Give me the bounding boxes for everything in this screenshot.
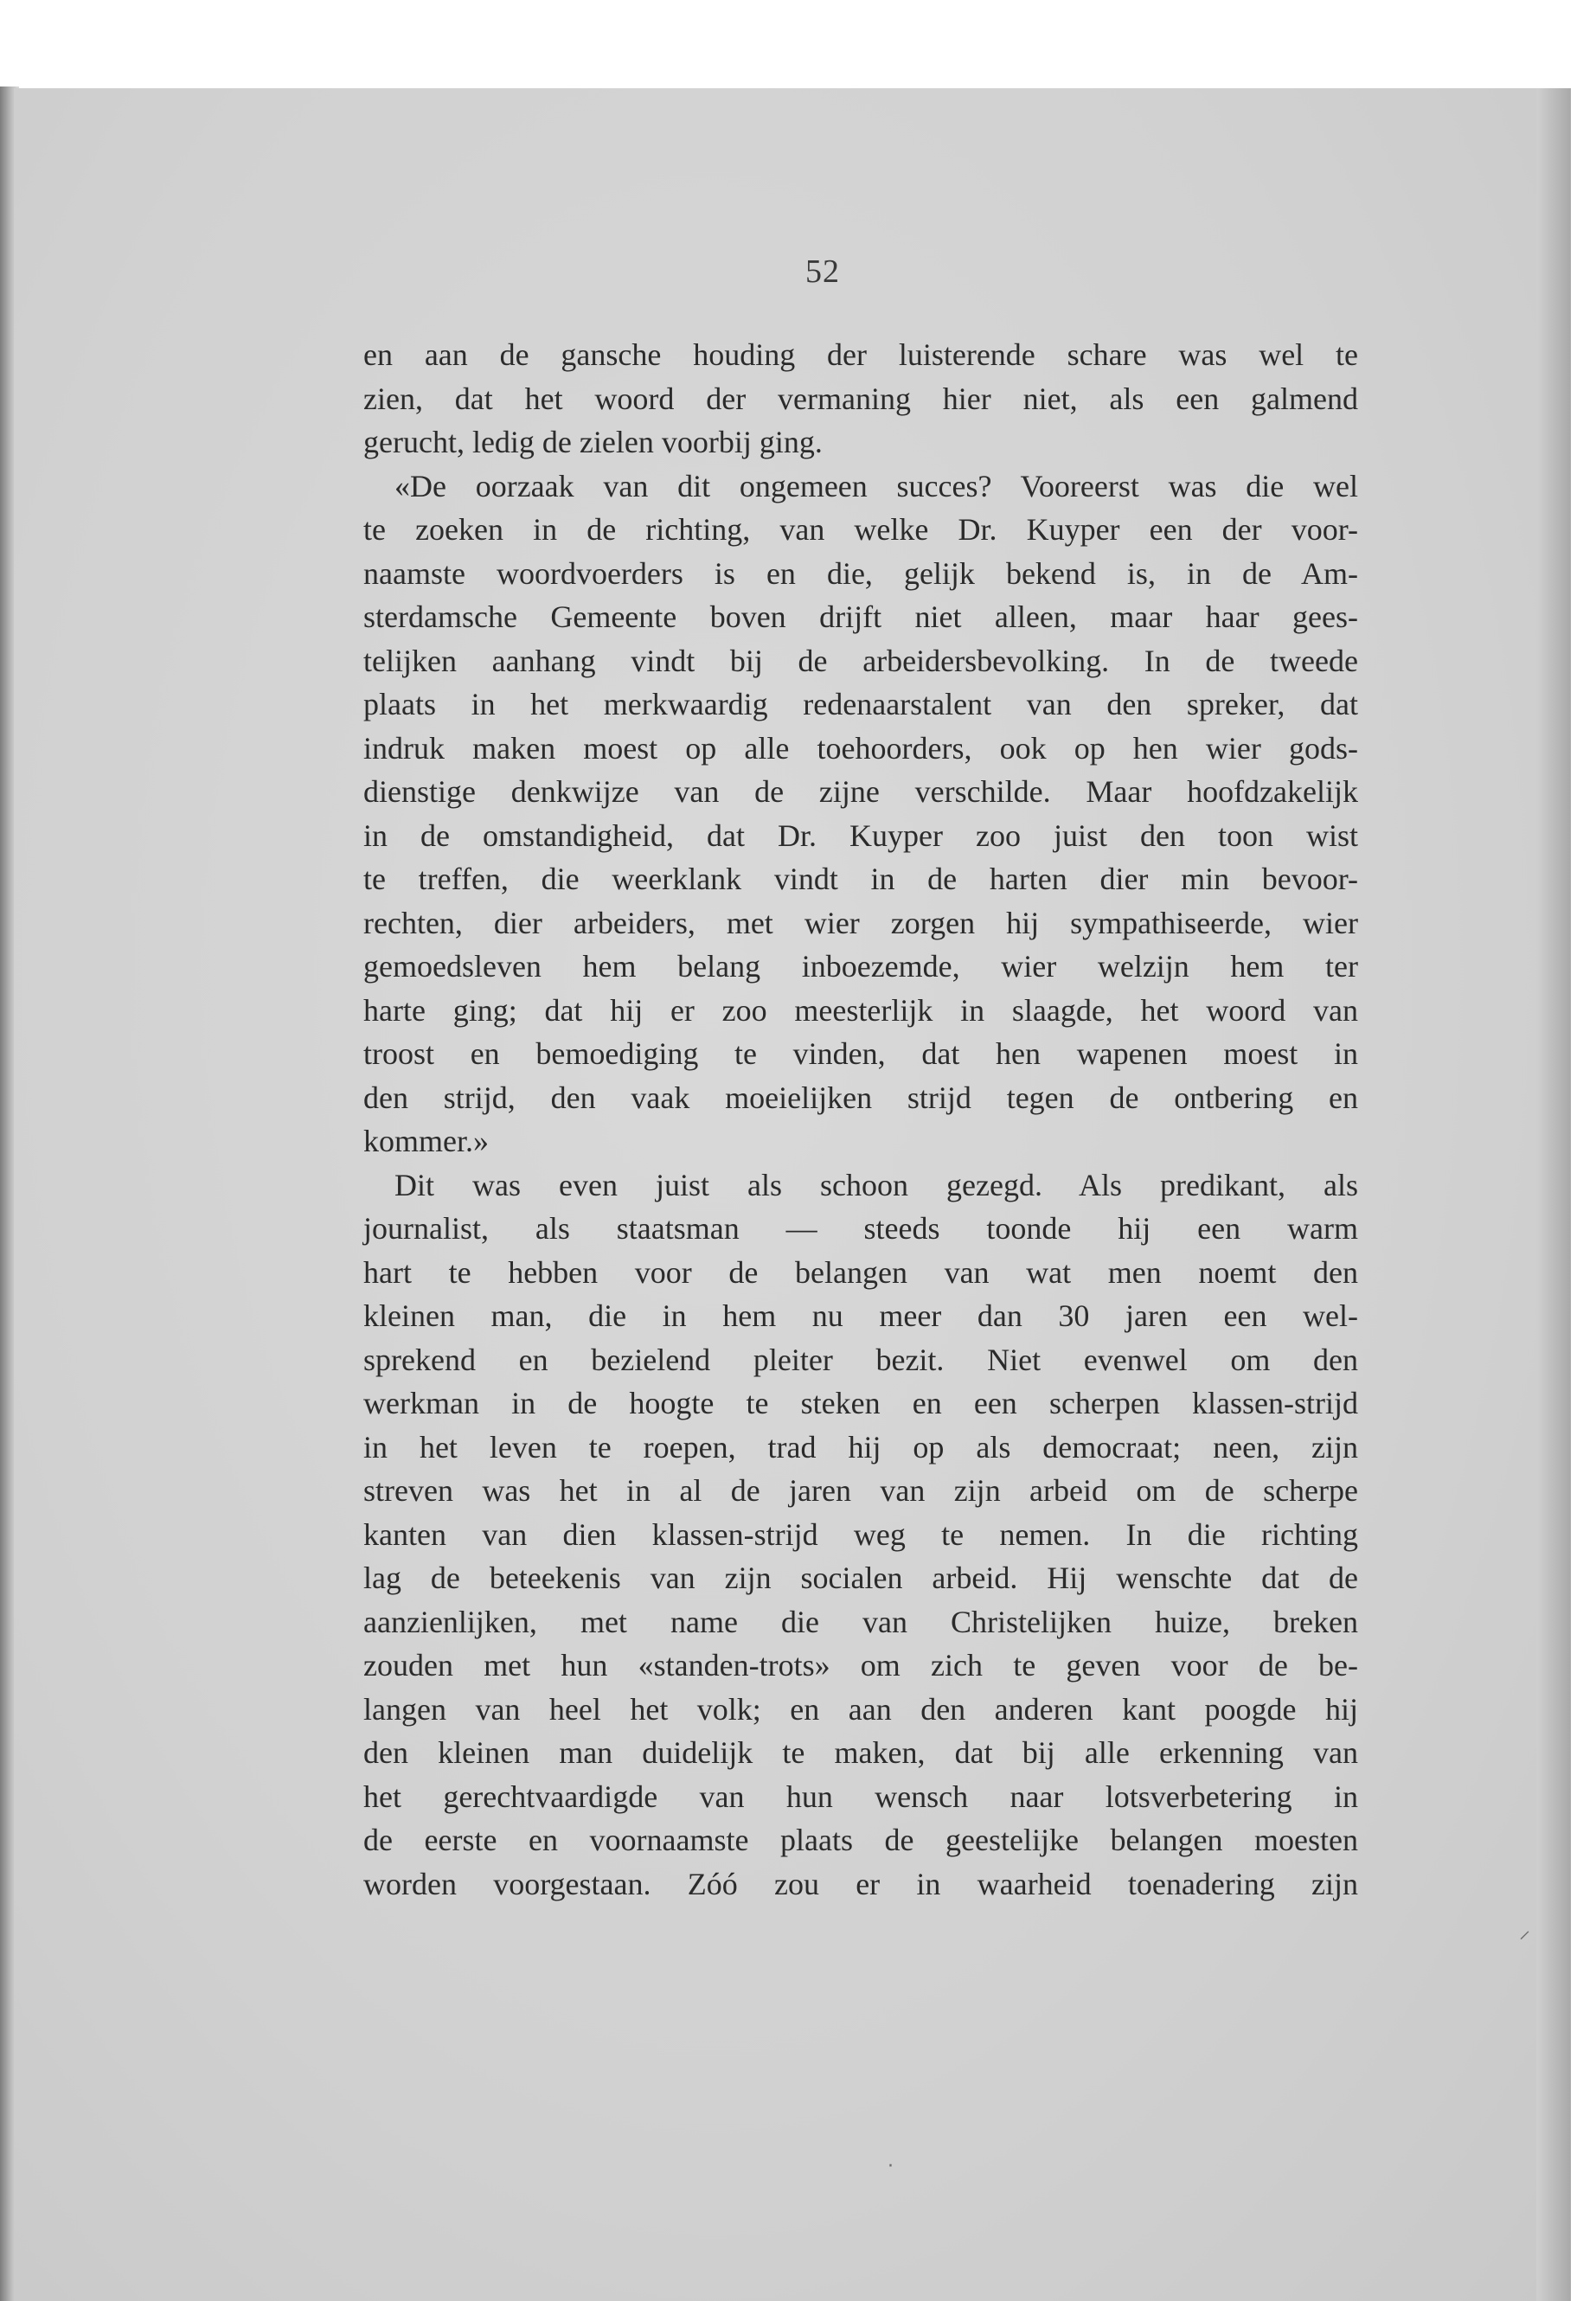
text-line: de eerste en voornaamste plaats de geestelijke belangen moesten (363, 1823, 1358, 1857)
text-line: telijken aanhang vindt bij de arbeidersbevolking. In de tweede (363, 643, 1358, 678)
text-line: plaats in het merkwaardig redenaarstalent van den spreker, dat (363, 687, 1358, 721)
text-line: lag de beteekenis van zijn socialen arbeid. Hij wenschte dat de (363, 1561, 1358, 1595)
text-line: troost en bemoediging te vinden, dat hen wapenen moest in (363, 1036, 1358, 1071)
text-line: gerucht, ledig de zielen voorbij ging. (363, 425, 823, 459)
text-line: te treffen, die weerklank vindt in de harten dier min bevoor- (363, 862, 1358, 896)
text-line: worden voorgestaan. Zóó zou er in waarheid toenadering zijn (363, 1866, 1358, 1901)
text-line: gemoedsleven hem belang inboezemde, wier welzijn hem ter (363, 949, 1358, 984)
scan-speck: · (888, 2156, 894, 2177)
text-line: streven was het in al de jaren van zijn arbeid om de scherpe (363, 1473, 1358, 1508)
text-line: in het leven te roepen, trad hij op als democraat; neen, zijn (363, 1429, 1358, 1465)
text-line: zouden met hun «standen-trots» om zich te geven voor de be- (363, 1648, 1358, 1682)
text-line: het gerechtvaardigde van hun wensch naar lotsverbetering in (363, 1779, 1358, 1814)
scan-speck: ⸝ (1519, 1918, 1531, 1944)
text-line: naamste woordvoerders is en die, gelijk bekend is, in de Am- (363, 555, 1358, 591)
text-line: en aan de gansche houding der luisterende schare was wel te (363, 337, 1358, 372)
text-line: kommer.» (363, 1124, 489, 1158)
text-line: werkman in de hoogte te steken en een scherpen klassen-strijd (363, 1386, 1358, 1420)
text-line: Dit was even juist als schoon gezegd. Als predikant, als (394, 1167, 1358, 1202)
body-text (363, 333, 1358, 1906)
text-line: sprekend en bezielend pleiter bezit. Niet evenwel om den (363, 1342, 1358, 1377)
page-number: 52 (805, 253, 840, 290)
text-line: journalist, als staatsman — steeds toonde hij een warm (363, 1211, 1358, 1246)
text-line: zien, dat het woord der vermaning hier niet, als een galmend (363, 381, 1358, 416)
page-right-edge (1536, 88, 1571, 2301)
book-page (14, 88, 1571, 2301)
text-line: in de omstandigheid, dat Dr. Kuyper zoo juist den toon wist (363, 817, 1358, 853)
text-line: sterdamsche Gemeente boven drijft niet alleen, maar haar gees- (363, 599, 1358, 634)
text-line: langen van heel het volk; en aan den anderen kant poogde hij (363, 1691, 1358, 1727)
text-line: rechten, dier arbeiders, met wier zorgen hij sympathiseerde, wier (363, 905, 1358, 940)
text-line: kanten van dien klassen-strijd weg te nemen. In die richting (363, 1516, 1358, 1552)
text-line: aanzienlijken, met name die van Christelijken huize, breken (363, 1604, 1358, 1639)
text-line: den kleinen man duidelijk te maken, dat bij alle erkenning van (363, 1735, 1358, 1770)
text-line: «De oorzaak van dit ongemeen succes? Vooreerst was die wel (394, 468, 1358, 503)
text-line: hart te hebben voor de belangen van wat men noemt den (363, 1254, 1358, 1290)
text-line: den strijd, den vaak moeielijken strijd tegen de ontbering en (363, 1080, 1358, 1115)
text-line: te zoeken in de richting, van welke Dr. Kuyper een der voor- (363, 512, 1358, 547)
text-line: dienstige denkwijze van de zijne verschilde. Maar hoofdzakelijk (363, 774, 1358, 809)
text-line: kleinen man, die in hem nu meer dan 30 jaren een wel- (363, 1298, 1358, 1333)
text-line: harte ging; dat hij er zoo meesterlijk in slaagde, het woord van (363, 992, 1358, 1028)
text-line: indruk maken moest op alle toehoorders, ook op hen wier gods- (363, 730, 1358, 766)
